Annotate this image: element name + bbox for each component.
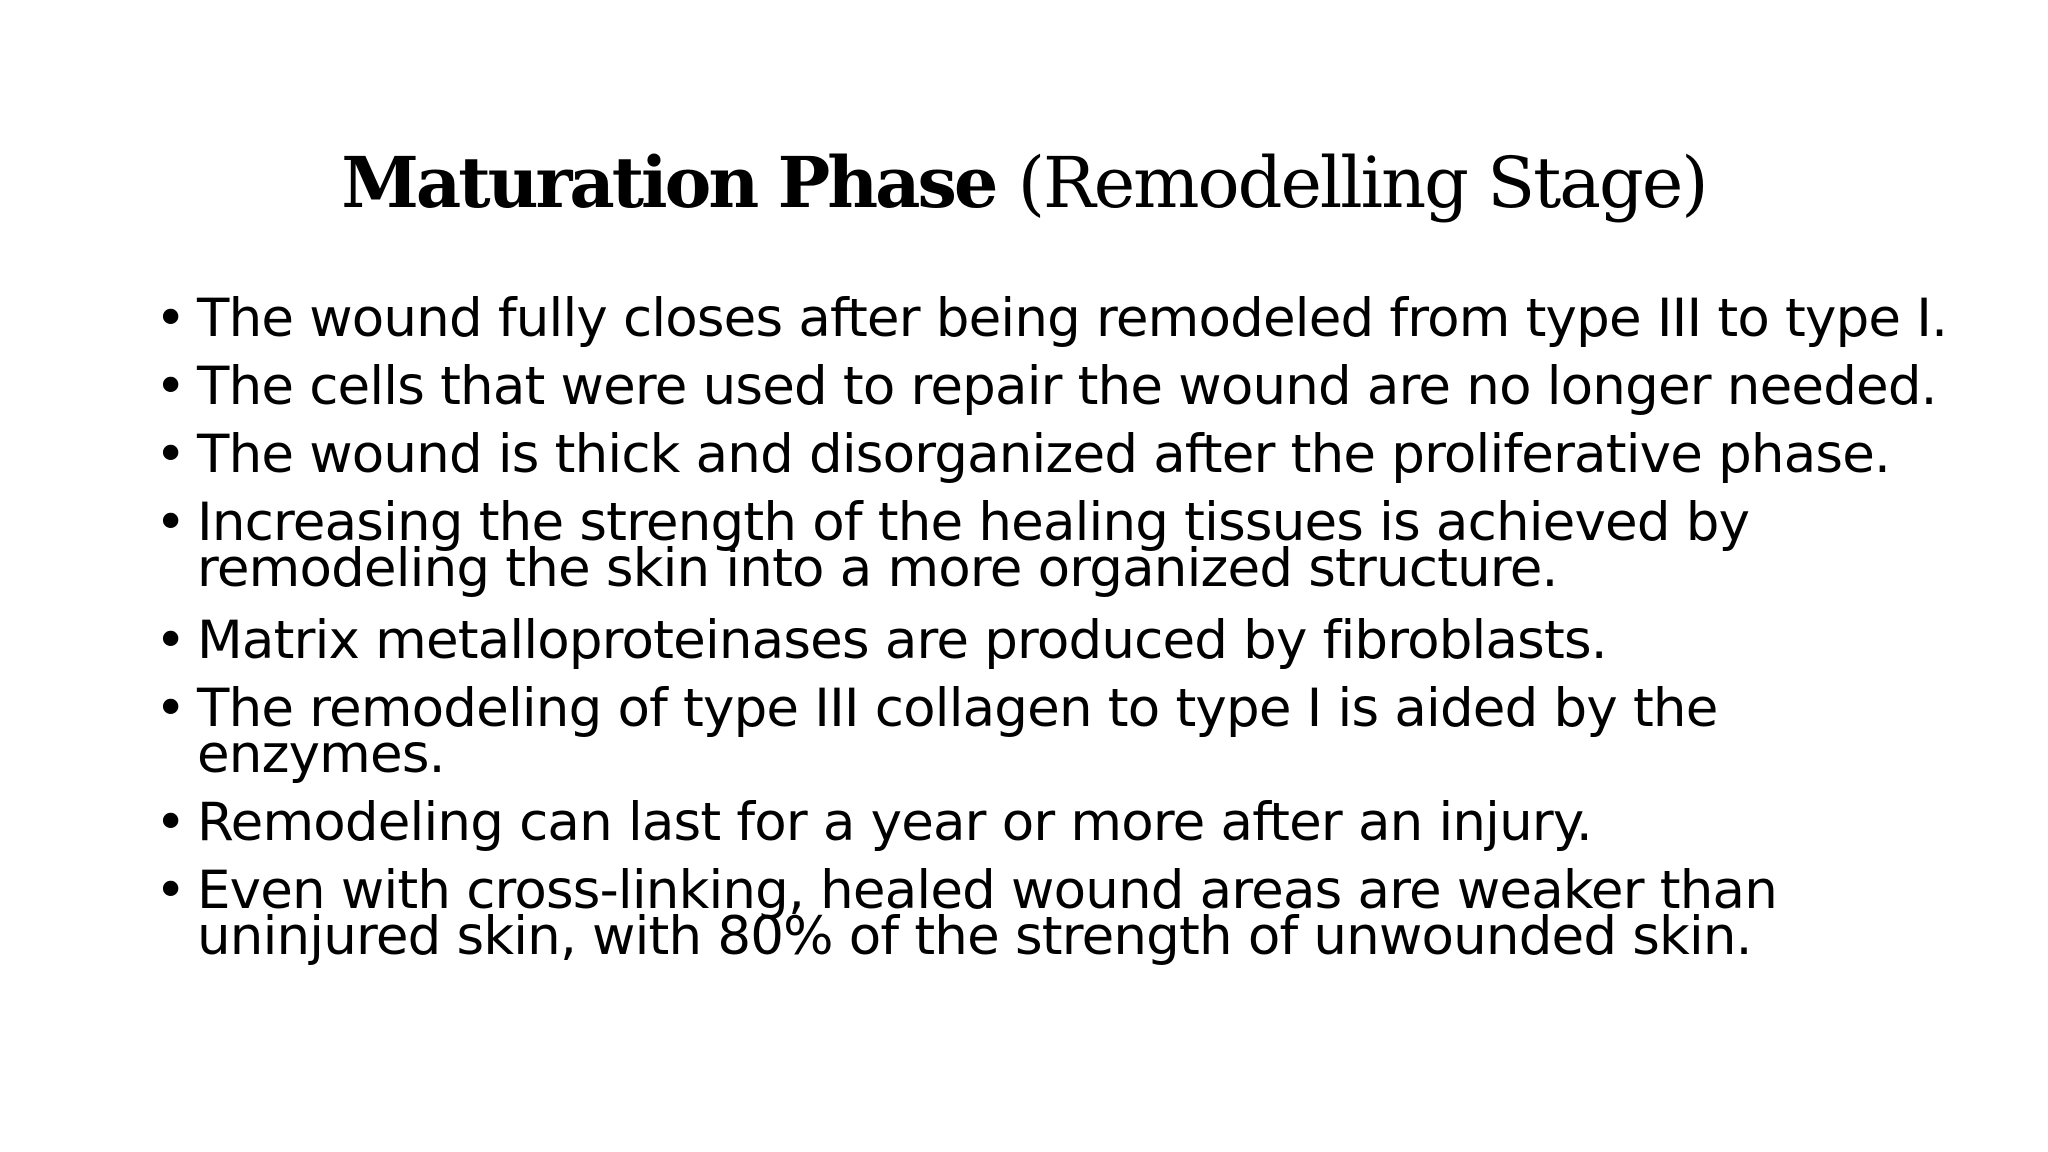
bullet-icon: • xyxy=(155,610,187,671)
bullet-icon: • xyxy=(155,678,187,739)
bullet-item xyxy=(155,288,1955,349)
bullet-text: The wound is thick and disorganized after the proliferative phase. xyxy=(197,424,1891,485)
bullet-icon: • xyxy=(155,356,187,417)
bullet-icon: • xyxy=(155,492,187,553)
bullet-text: The cells that were used to repair the wound are no longer needed. xyxy=(197,356,1937,417)
slide-title xyxy=(0,128,2048,238)
bullet-item xyxy=(155,860,1955,967)
title-subtitle: (Remodelling Stage) xyxy=(1017,142,1707,224)
bullet-item xyxy=(155,492,1955,599)
bullet-item xyxy=(155,678,1955,785)
bullet-text: Remodeling can last for a year or more after an injury. xyxy=(197,792,1592,853)
title-main: Maturation Phase xyxy=(341,141,996,224)
bullet-item xyxy=(155,356,1955,417)
bullet-text: Increasing the strength of the healing tissues is achieved by remodeling the skin into a more organized structure. xyxy=(197,492,1750,599)
bullet-icon: • xyxy=(155,792,187,853)
bullet-list xyxy=(155,288,1955,986)
bullet-item xyxy=(155,424,1955,485)
bullet-text: The remodeling of type III collagen to type I is aided by the enzymes. xyxy=(197,678,1718,785)
bullet-icon: • xyxy=(155,288,187,349)
bullet-item xyxy=(155,610,1955,671)
bullet-icon: • xyxy=(155,860,187,921)
bullet-text: Even with cross-linking, healed wound areas are weaker than uninjured skin, with 80% of the strength of unwounded skin. xyxy=(197,860,1777,967)
bullet-item xyxy=(155,792,1955,853)
bullet-text: Matrix metalloproteinases are produced by fibroblasts. xyxy=(197,610,1607,671)
bullet-text: The wound fully closes after being remodeled from type III to type I. xyxy=(197,288,1948,349)
bullet-icon: • xyxy=(155,424,187,485)
